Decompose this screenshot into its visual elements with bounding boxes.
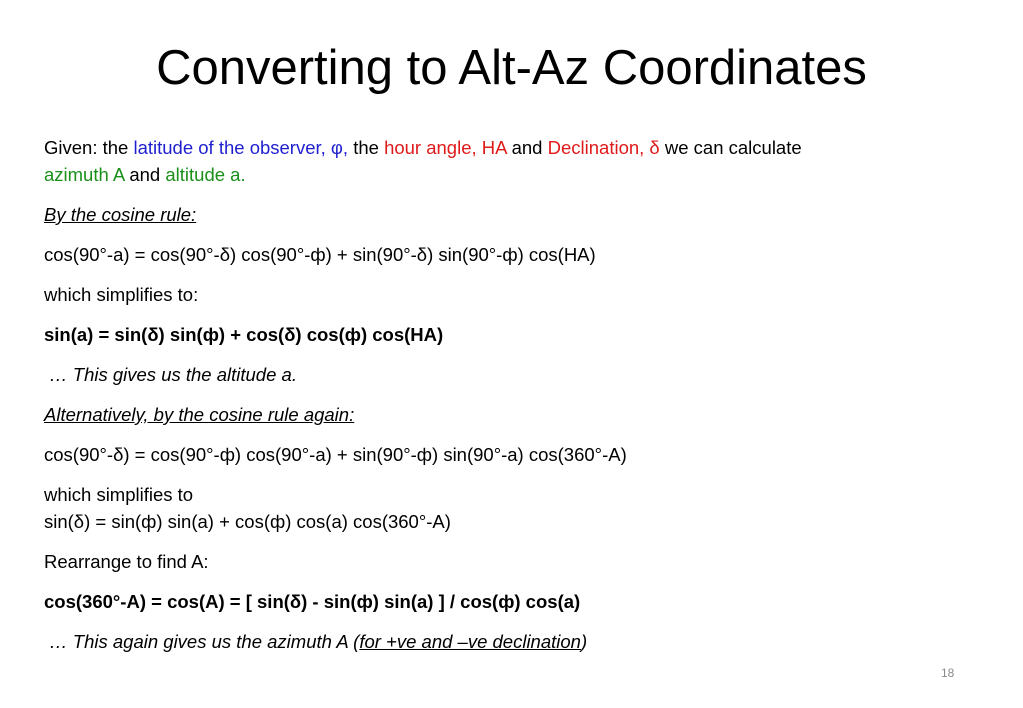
simplifies-text-2: which simplifies to [44, 484, 194, 505]
intro-paragraph [44, 134, 994, 188]
equation-2: cos(90°-δ) = cos(90°-ф) cos(90°-a) + sin(90°-ф) sin(90°-a) cos(360°-A) [44, 444, 627, 465]
intro-given: Given: the [44, 137, 134, 158]
cosine-rule-heading: By the cosine rule: [44, 204, 197, 225]
azimuth-note-underlined: for +ve and –ve declination [359, 631, 581, 652]
equation-1: cos(90°-a) = cos(90°-δ) cos(90°-ф) + sin(90°-δ) sin(90°-ф) cos(HA) [44, 244, 596, 265]
simplifies-text-1: which simplifies to: [44, 284, 199, 305]
alternative-heading: Alternatively, by the cosine rule again: [44, 404, 355, 425]
simplifies-block-2 [44, 481, 994, 535]
azimuth-note-prefix: … This again gives us the azimuth A ( [44, 631, 360, 652]
latitude-term: latitude of the observer, φ, [133, 137, 349, 158]
azimuth-note [44, 628, 994, 655]
declination-term: Declination, δ [547, 137, 660, 158]
intro-we-can: we can calculate [659, 137, 802, 158]
azimuth-equation: cos(360°-A) = cos(A) = [ sin(δ) - sin(ф) sin(a) ] / cos(ф) cos(a) [44, 591, 581, 612]
altitude-term: altitude a. [165, 164, 246, 185]
intro-and-1: and [506, 137, 548, 158]
equation-2-simplified: sin(δ) = sin(ф) sin(a) + cos(ф) cos(a) cos(360°-A) [44, 511, 451, 532]
altitude-note: … This gives us the altitude a. [44, 364, 297, 385]
intro-and-2: and [124, 164, 166, 185]
slide-title: Converting to Alt-Az Coordinates [156, 41, 867, 95]
hour-angle-term: hour angle, HA [384, 137, 507, 158]
slide-body [44, 134, 994, 668]
azimuth-note-suffix: ) [580, 631, 588, 652]
page-number: 18 [941, 666, 955, 680]
rearrange-text: Rearrange to find A: [44, 551, 209, 572]
altitude-equation: sin(a) = sin(δ) sin(ф) + cos(δ) cos(ф) cos(HA) [44, 324, 444, 345]
intro-the: the [348, 137, 385, 158]
azimuth-term: azimuth A [44, 164, 125, 185]
